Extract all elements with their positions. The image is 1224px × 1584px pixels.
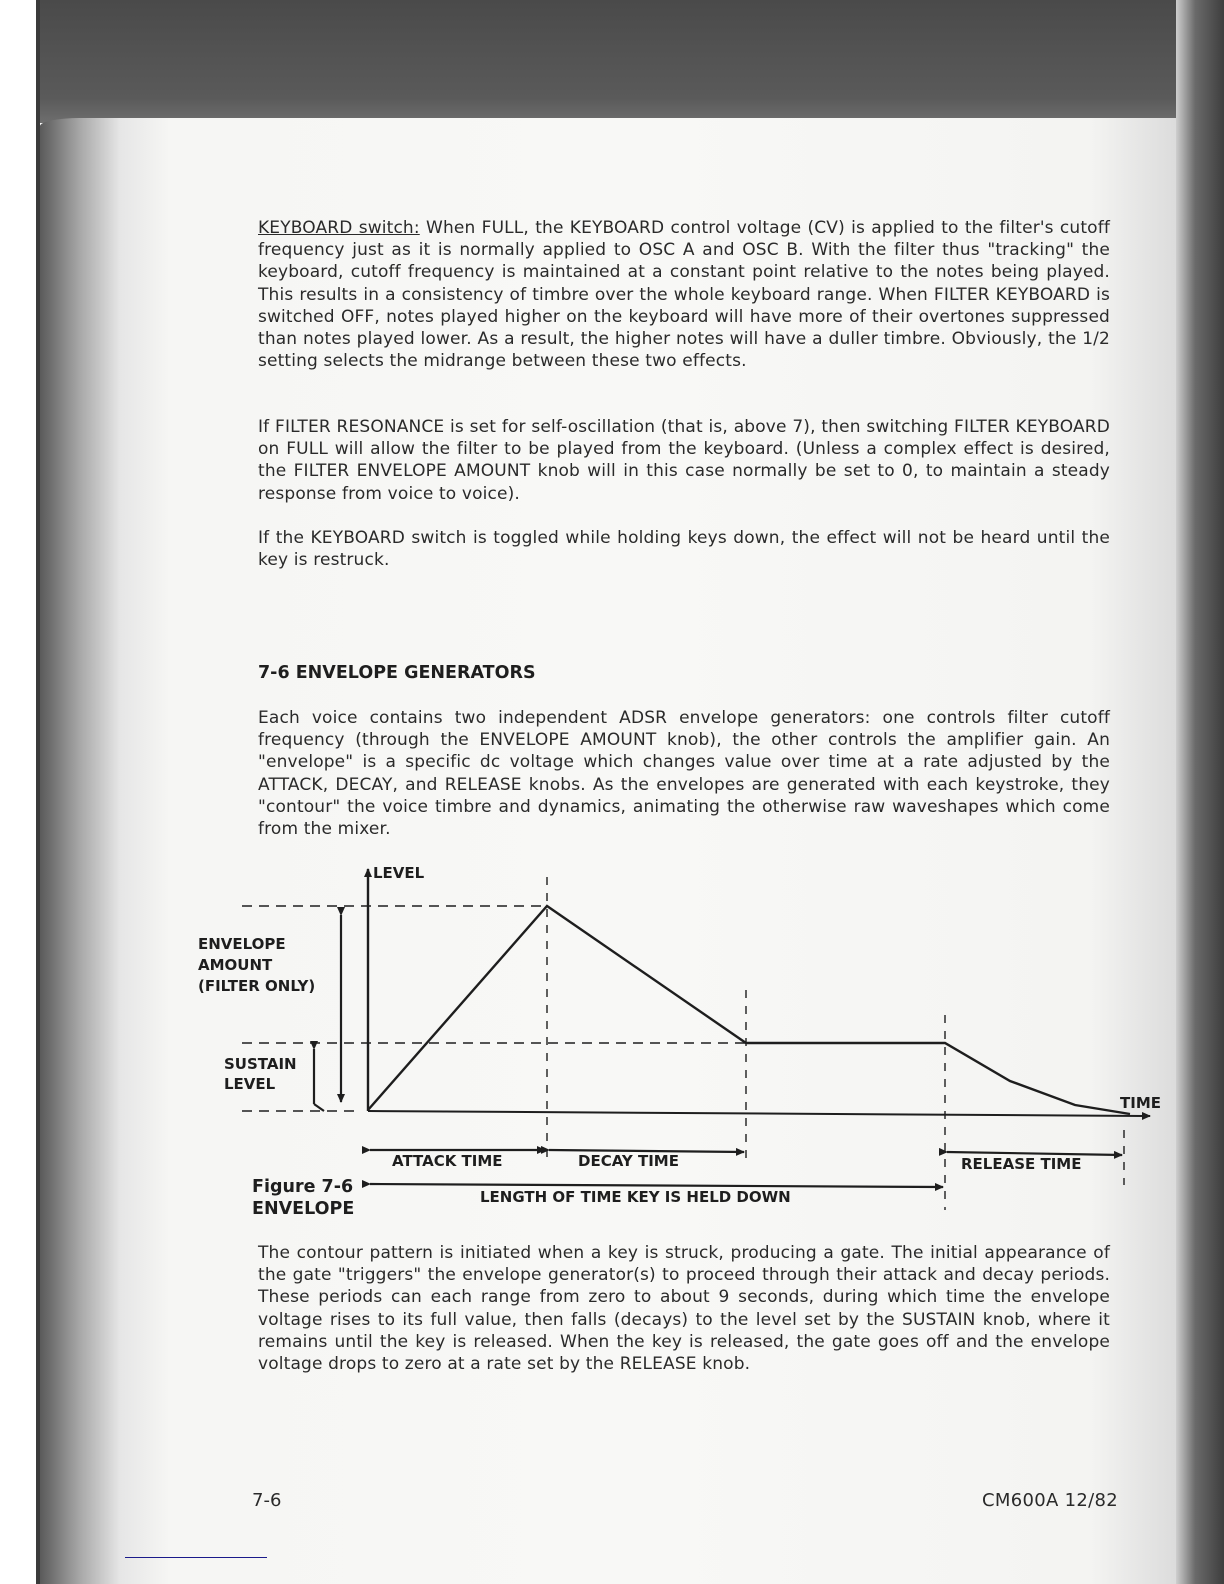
paragraph-keyboard-switch [258, 217, 1110, 372]
envelope-amount-label-3: (FILTER ONLY) [198, 977, 316, 995]
page-number: 7-6 [252, 1490, 282, 1511]
keyboard-switch-body: When FULL, the KEYBOARD control voltage (CV) is applied to the filter's cutoff frequency just as it is normally applied to OSC A and OSC B. With the filter thus "tracking" the keyboard, cutoff frequency is maintained at a constant point relative to the notes being played. This results in a consistency of timbre over the whole keyboard range. When FILTER KEYBOARD is switched OFF, notes played higher on the keyboard will have more of their overtones suppressed than notes played lower. As a result, the higher notes will have a duller timbre. Obviously, the 1/2 setting selects the midrange between these two effects. [258, 218, 1110, 372]
document-code: CM600A 12/82 [982, 1490, 1118, 1511]
figure-caption-title: ENVELOPE [252, 1199, 355, 1219]
figure-caption-number: Figure 7-6 [252, 1177, 354, 1197]
keyboard-switch-term: KEYBOARD switch: [258, 218, 420, 238]
paragraph-contour: The contour pattern is initiated when a key is struck, producing a gate. The initial appearance of the gate "triggers" the envelope generator(s) to proceed through their attack and decay periods. These periods can each range from zero to about 9 seconds, during which time the envelope voltage rises to its full value, then falls (decays) to the level set by the SUSTAIN knob, where it remains until the key is released. When the key is released, the gate goes off and the envelope voltage drops to zero at a rate set by the RELEASE knob. [258, 1243, 1110, 1375]
footnote-rule [125, 1557, 267, 1558]
sustain-label-1: SUSTAIN [224, 1055, 297, 1073]
time-axis [368, 1111, 1150, 1116]
figure-caption [252, 1176, 354, 1220]
paragraph-envelope-intro: Each voice contains two independent ADSR envelope generators: one controls filter cutoff frequency (through the ENVELOPE AMOUNT knob), the other controls the amplifier gain. An "envelope" is a specific dc voltage which changes value over time at a rate adjusted by the ATTACK, DECAY, and RELEASE knobs. As the envelopes are generated with each keystroke, they "contour" the voice timbre and dynamics, animating the otherwise raw waveshapes which come from the mixer. [258, 708, 1110, 840]
paragraph-filter-resonance: If FILTER RESONANCE is set for self-oscillation (that is, above 7), then switching FILTER KEYBOARD on FULL will allow the filter to be played from the keyboard. (Unless a complex effect is desired, the FILTER ENVELOPE AMOUNT knob will in this case normally be set to 0, to maintain a steady response from voice to voice). [258, 417, 1110, 504]
time-axis-label: TIME [1120, 1094, 1161, 1112]
key-held-label: LENGTH OF TIME KEY IS HELD DOWN [480, 1188, 791, 1206]
scan-left-margin [0, 0, 38, 1584]
attack-time-label: ATTACK TIME [392, 1152, 503, 1170]
envelope-amount-label-1: ENVELOPE [198, 935, 286, 953]
envelope-curve [368, 906, 1130, 1114]
release-time-label: RELEASE TIME [961, 1155, 1082, 1173]
paragraph-toggle-note: If the KEYBOARD switch is toggled while holding keys down, the effect will not be heard until the key is restruck. [258, 528, 1110, 571]
section-heading: 7-6 ENVELOPE GENERATORS [258, 663, 536, 683]
scan-dark-background [0, 0, 1224, 123]
sustain-label-2: LEVEL [224, 1075, 276, 1093]
scan-right-shadow [1176, 0, 1224, 1584]
level-axis-label: LEVEL [373, 864, 425, 882]
decay-time-label: DECAY TIME [578, 1152, 679, 1170]
envelope-amount-label-2: AMOUNT [198, 956, 273, 974]
